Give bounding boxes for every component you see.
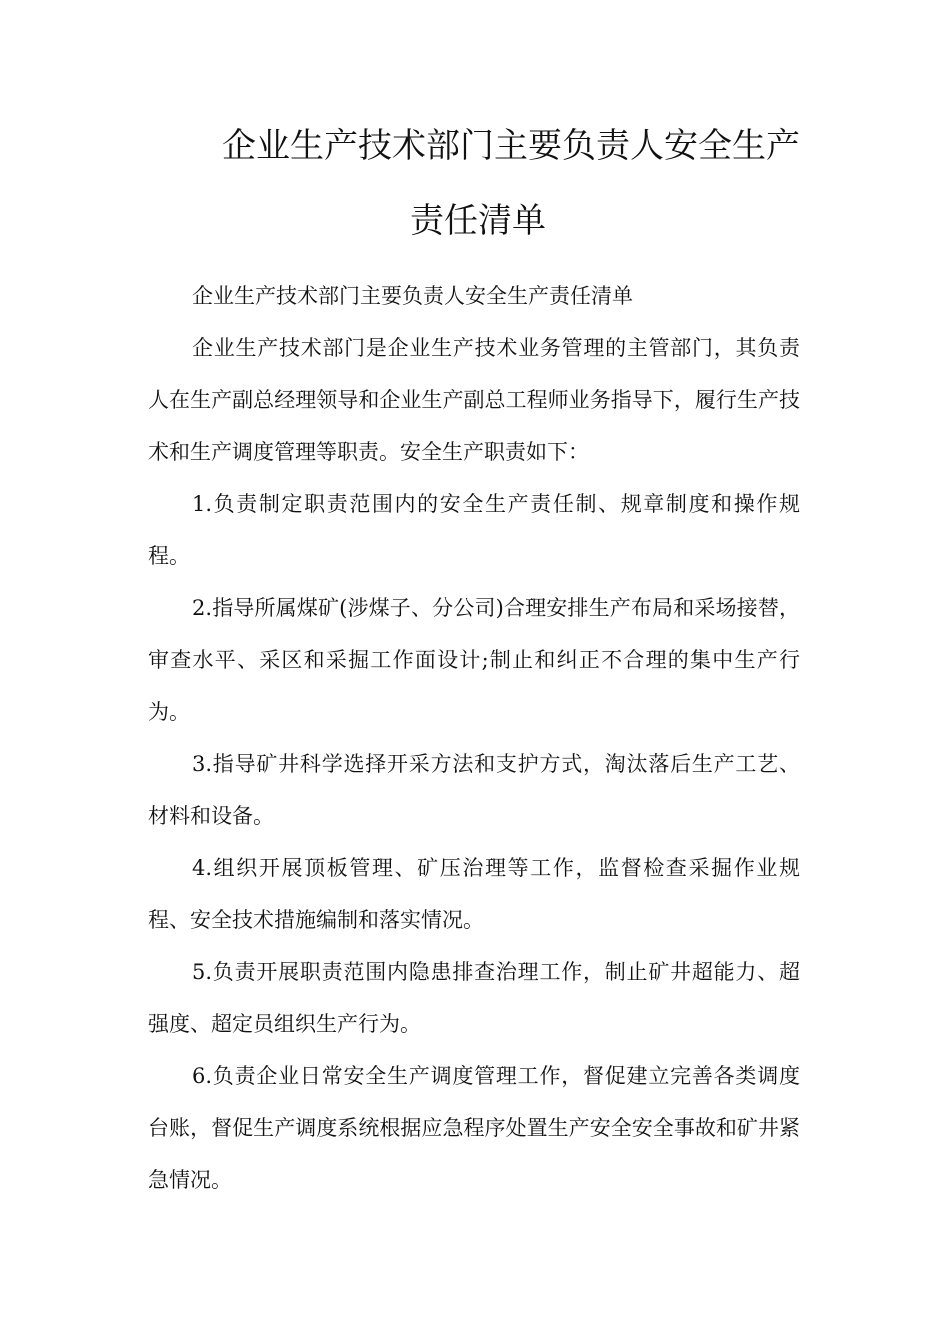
document-title-line-2: 责任清单 bbox=[410, 201, 546, 241]
document-title-line-1: 企业生产技术部门主要负责人安全生产 bbox=[222, 126, 800, 166]
paragraph-item-5: 5.负责开展职责范围内隐患排查治理工作，制止矿井超能力、超强度、超定员组织生产行为。 bbox=[148, 960, 800, 1036]
paragraph-item-2: 2.指导所属煤矿(涉煤子、分公司)合理安排生产布局和采场接替，审查水平、采区和采掘工作面设计;制止和纠正不合理的集中生产行为。 bbox=[148, 596, 800, 724]
paragraph-item-6: 6.负责企业日常安全生产调度管理工作，督促建立完善各类调度台账，督促生产调度系统根据应急程序处置生产安全安全事故和矿井紧急情况。 bbox=[148, 1064, 800, 1192]
paragraph-item-1: 1.负责制定职责范围内的安全生产责任制、规章制度和操作规程。 bbox=[148, 492, 800, 568]
paragraph-subtitle: 企业生产技术部门主要负责人安全生产责任清单 bbox=[192, 284, 633, 308]
document-body bbox=[148, 270, 800, 1206]
paragraph-item-4: 4.组织开展顶板管理、矿压治理等工作，监督检查采掘作业规程、安全技术措施编制和落实情况。 bbox=[148, 856, 800, 932]
paragraph-intro: 企业生产技术部门是企业生产技术业务管理的主管部门，其负责人在生产副总经理领导和企业生产副总工程师业务指导下，履行生产技术和生产调度管理等职责。安全生产职责如下： bbox=[148, 336, 800, 464]
paragraph-item-3: 3.指导矿井科学选择开采方法和支护方式，淘汰落后生产工艺、材料和设备。 bbox=[148, 752, 800, 828]
